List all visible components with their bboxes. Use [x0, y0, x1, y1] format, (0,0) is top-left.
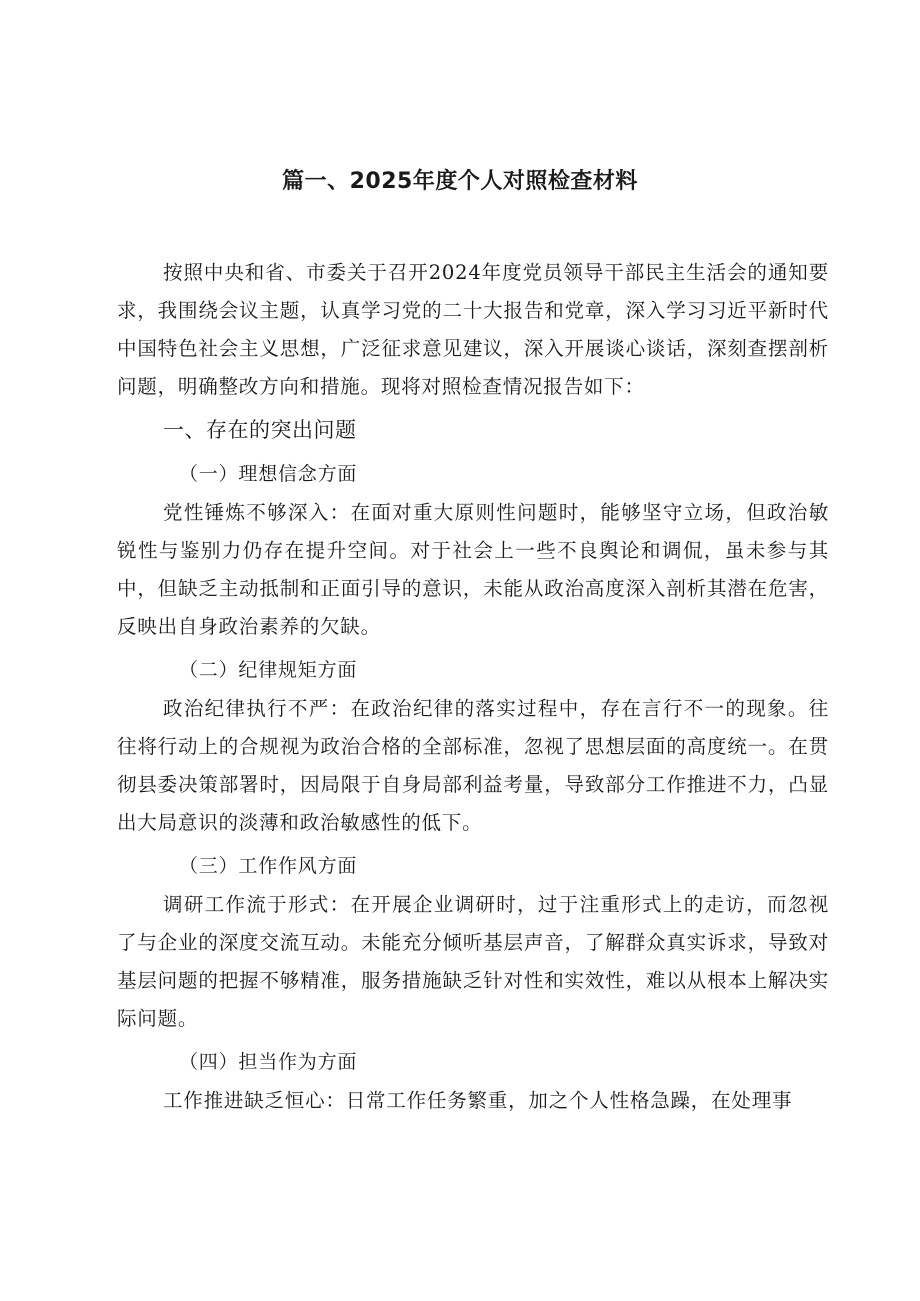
- intro-paragraph: 按照中央和省、市委关于召开2024年度党员领导干部民主生活会的通知要求，我围绕会议主题，认真学习党的二十大报告和党章，深入学习习近平新时代中国特色社会主义思想，广泛征求意见建议，深入开展谈心谈话，深刻查摆剖析问题，明确整改方向和措施。现将对照检查情况报告如下：: [117, 261, 829, 398]
- section-heading-problems: 一、存在的突出问题: [163, 418, 357, 442]
- subsection-heading-responsibility: （四）担当作为方面: [179, 1051, 358, 1073]
- subsection-heading-work-style: （三）工作作风方面: [179, 855, 358, 877]
- subsection-heading-discipline: （二）纪律规矩方面: [179, 659, 358, 681]
- subsection-paragraph-work-style: 调研工作流于形式：在开展企业调研时，过于注重形式上的走访，而忽视了与企业的深度交流互动。未能充分倾听基层声音，了解群众真实诉求，导致对基层问题的把握不够精准，服务措施缺乏针对性和实效性，难以从根本上解决实际问题。: [117, 893, 829, 1030]
- subsection-paragraph-ideals: 党性锤炼不够深入：在面对重大原则性问题时，能够坚守立场，但政治敏锐性与鉴别力仍存在提升空间。对于社会上一些不良舆论和调侃，虽未参与其中，但缺乏主动抵制和正面引导的意识，未能从政治高度深入剖析其潜在危害，反映出自身政治素养的欠缺。: [117, 501, 829, 638]
- subsection-paragraph-responsibility: 工作推进缺乏恒心：日常工作任务繁重，加之个人性格急躁，在处理事: [163, 1089, 793, 1112]
- subsection-heading-ideals: （一）理想信念方面: [179, 463, 358, 485]
- document-title: 篇一、2025年度个人对照检查材料: [282, 169, 638, 194]
- subsection-paragraph-discipline: 政治纪律执行不严：在政治纪律的落实过程中，存在言行不一的现象。往往将行动上的合规视为政治合格的全部标准，忽视了思想层面的高度统一。在贯彻县委决策部署时，因局限于自身局部利益考量，导致部分工作推进不力，凸显出大局意识的淡薄和政治敏感性的低下。: [117, 697, 829, 834]
- document-body: [117, 254, 829, 1120]
